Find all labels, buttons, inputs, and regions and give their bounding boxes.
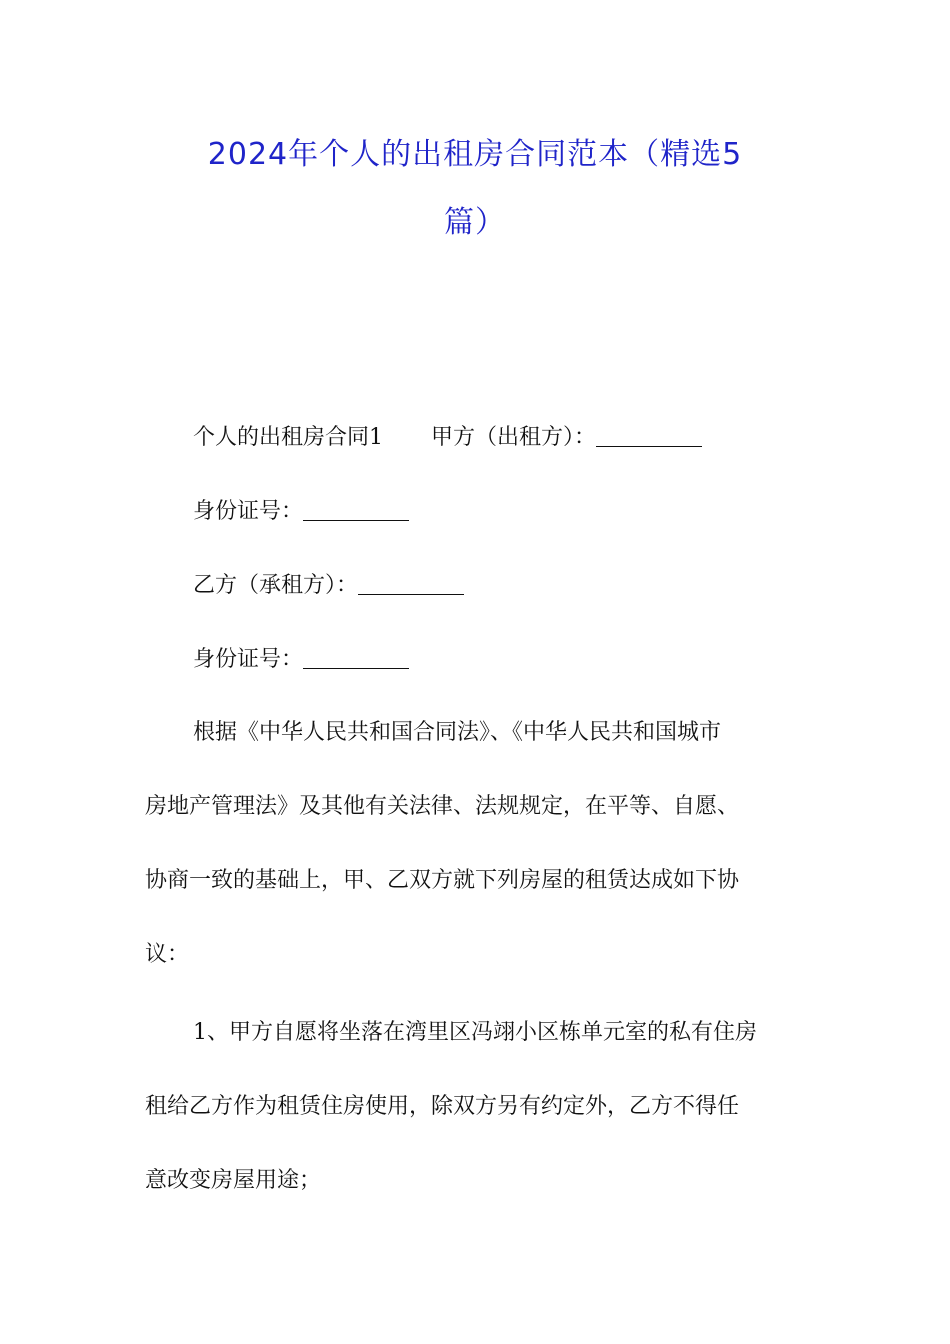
document-title-line-1: 2024年个人的出租房合同范本（精选5 xyxy=(207,137,743,172)
contract-heading-line xyxy=(193,422,858,453)
id-number-line-a xyxy=(193,496,858,527)
party-b-line xyxy=(193,570,858,601)
id-label-a: 身份证号： xyxy=(193,499,304,524)
party-a-blank xyxy=(596,422,702,447)
clause-line: 意改变房屋用途； xyxy=(145,1168,322,1193)
clause-line: 租给乙方作为租赁住房使用，除双方另有约定外，乙方不得任 xyxy=(145,1094,740,1119)
contract-heading: 个人的出租房合同1 xyxy=(193,425,383,450)
id-blank-b xyxy=(303,644,409,669)
party-b-blank xyxy=(358,570,464,595)
document-title-line-2: 篇） xyxy=(444,205,506,240)
id-number-line-b xyxy=(193,644,858,675)
clause-line: 1、甲方自愿将坐落在湾里区冯翊小区栋单元室的私有住房 xyxy=(193,1020,757,1045)
party-a-label: 甲方（出租方）： xyxy=(431,425,597,450)
id-label-b: 身份证号： xyxy=(193,647,304,672)
id-blank-a xyxy=(303,496,409,521)
party-b-label: 乙方（承租方）： xyxy=(193,573,359,598)
preamble-line: 根据《中华人民共和国合同法》、《中华人民共和国城市 xyxy=(193,720,722,745)
preamble-line: 协商一致的基础上，甲、乙双方就下列房屋的租赁达成如下协 xyxy=(145,868,740,893)
preamble-line: 议： xyxy=(145,942,190,967)
preamble-line: 房地产管理法》及其他有关法律、法规规定，在平等、自愿、 xyxy=(145,794,740,819)
